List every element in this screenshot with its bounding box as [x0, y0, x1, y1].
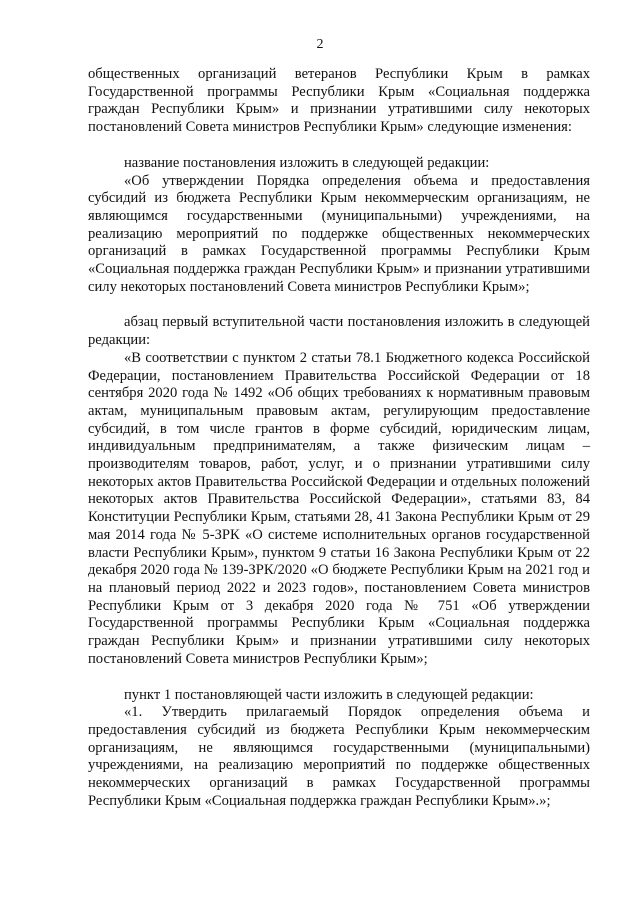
page-number: 2 [316, 37, 324, 52]
document-body [88, 66, 590, 810]
paragraph-title-amendment: название постановления изложить в следующей редакции: [124, 154, 490, 171]
paragraph-new-point1-quote: «1. Утвердить прилагаемый Порядок определения объема и предоставления субсидий из бюджета Республики Крым некоммерческим организациям, не являющимся государственными (муниципальными) учреждениями, на реализацию мероприятий по поддержке общественных некоммерческих организаций в рамках Государственной программы Республики Крым «Социальная поддержка граждан Республики Крым».»; [88, 704, 590, 809]
paragraph-preamble-amendment: абзац первый вступительной части постановления изложить в следующей редакции: [88, 314, 590, 349]
paragraph-new-title-quote: «Об утверждении Порядка определения объема и предоставления субсидий из бюджета Республики Крым некоммерческим организациям, не являющимся государственными (муниципальными) учреждениями, на реализацию мероприятий по поддержке общественных некоммерческих организаций в рамках Государственной программы Республики Крым «Социальная поддержка граждан Республики Крым» и признании утратившими силу некоторых постановлений Совета министров Республики Крым»; [88, 172, 590, 295]
paragraph-intro-continuation: общественных организаций ветеранов Республики Крым в рамках Государственной программы Республики Крым «Социальная поддержка граждан Республики Крым» и признании утратившими силу некоторых постановлений Совета министров Республики Крым» следующие изменения: [88, 66, 590, 136]
paragraph-new-preamble-quote: «В соответствии с пунктом 2 статьи 78.1 Бюджетного кодекса Российской Федерации, постановлением Правительства Российской Федерации от 18 сентября 2020 года № 1492 «Об общих требованиях к нормативным правовым актам, муниципальным правовым актам, регулирующим предоставление субсидий, в том числе грантов в форме субсидий, юридическим лицам, индивидуальным предпринимателям, а также физическим лицам – производителям товаров, работ, услуг, и о признании утратившими силу некоторых актов Правительства Российской Федерации и отдельных положений некоторых актов Правительства Российской Федерации», статьями 83, 84 Конституции Республики Крым, статьями 28, 41 Закона Республики Крым от 29 мая 2014 года № 5-ЗРК «О системе исполнительных органов государственной власти Республики Крым», пунктом 9 статьи 16 Закона Республики Крым от 22 декабря 2020 года № 139-ЗРК/2020 «О бюджете Республики Крым на 2021 год и на плановый период 2022 и 2023 годов», постановлением Совета министров Республики Крым от 3 декабря 2020 года № 751 «Об утверждении Государственной программы Республики Крым «Социальная поддержка граждан Республики Крым» и признании утратившими силу некоторых постановлений Совета министров Республики Крым»; [88, 349, 590, 667]
paragraph-point1-amendment: пункт 1 постановляющей части изложить в следующей редакции: [124, 686, 534, 703]
